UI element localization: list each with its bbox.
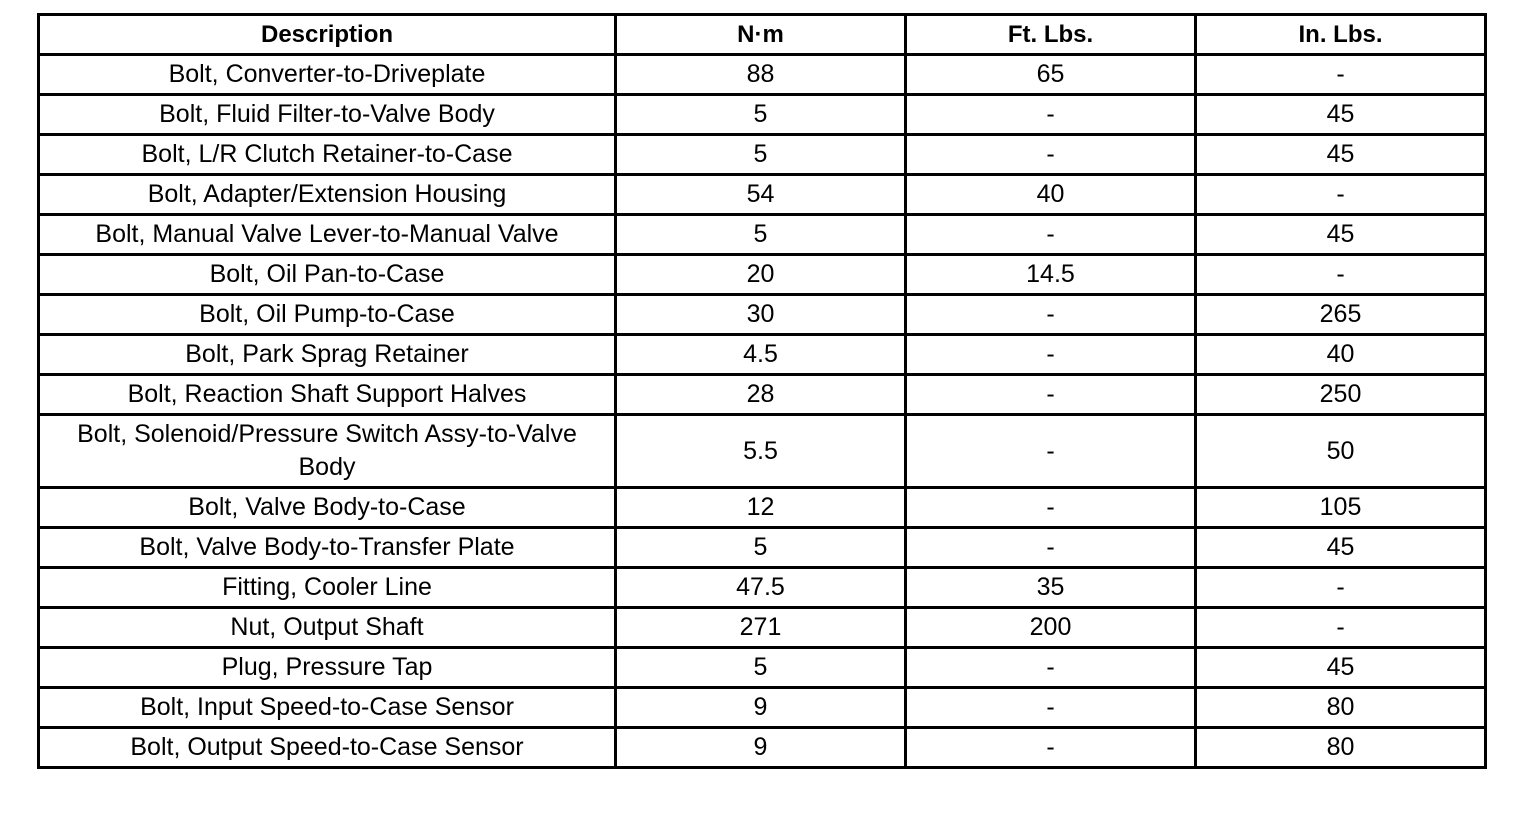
cell-in-lbs: 45 <box>1196 95 1486 135</box>
cell-in-lbs: 265 <box>1196 295 1486 335</box>
cell-ft-lbs: - <box>906 375 1196 415</box>
table-row <box>39 255 1486 295</box>
cell-nm: 5 <box>616 95 906 135</box>
cell-in-lbs: 45 <box>1196 215 1486 255</box>
cell-description: Bolt, Park Sprag Retainer <box>39 335 616 375</box>
cell-ft-lbs: - <box>906 688 1196 728</box>
table-row <box>39 608 1486 648</box>
cell-description: Bolt, Converter-to-Driveplate <box>39 55 616 95</box>
cell-in-lbs: - <box>1196 568 1486 608</box>
table-row <box>39 175 1486 215</box>
table-row <box>39 55 1486 95</box>
table-row <box>39 648 1486 688</box>
cell-ft-lbs: - <box>906 95 1196 135</box>
cell-ft-lbs: - <box>906 528 1196 568</box>
cell-nm: 9 <box>616 728 906 768</box>
cell-ft-lbs: 40 <box>906 175 1196 215</box>
table-row <box>39 728 1486 768</box>
cell-description: Bolt, Solenoid/Pressure Switch Assy-to-Valve Body <box>39 415 616 488</box>
table-header <box>39 15 1486 55</box>
cell-ft-lbs: 65 <box>906 55 1196 95</box>
header-row <box>39 15 1486 55</box>
cell-ft-lbs: - <box>906 728 1196 768</box>
cell-nm: 9 <box>616 688 906 728</box>
cell-description: Bolt, Valve Body-to-Transfer Plate <box>39 528 616 568</box>
cell-nm: 30 <box>616 295 906 335</box>
cell-description: Fitting, Cooler Line <box>39 568 616 608</box>
cell-description: Bolt, Output Speed-to-Case Sensor <box>39 728 616 768</box>
cell-in-lbs: - <box>1196 175 1486 215</box>
cell-description: Bolt, Valve Body-to-Case <box>39 488 616 528</box>
table-row <box>39 335 1486 375</box>
cell-nm: 28 <box>616 375 906 415</box>
table-row <box>39 375 1486 415</box>
cell-ft-lbs: - <box>906 648 1196 688</box>
column-header-ft-lbs: Ft. Lbs. <box>906 15 1196 55</box>
table-row <box>39 568 1486 608</box>
cell-ft-lbs: 200 <box>906 608 1196 648</box>
cell-nm: 5 <box>616 135 906 175</box>
table-row <box>39 295 1486 335</box>
cell-in-lbs: 80 <box>1196 688 1486 728</box>
column-header-in-lbs: In. Lbs. <box>1196 15 1486 55</box>
cell-in-lbs: 105 <box>1196 488 1486 528</box>
cell-description: Bolt, Manual Valve Lever-to-Manual Valve <box>39 215 616 255</box>
cell-nm: 5 <box>616 215 906 255</box>
cell-description: Bolt, Oil Pan-to-Case <box>39 255 616 295</box>
cell-nm: 5 <box>616 648 906 688</box>
cell-nm: 5 <box>616 528 906 568</box>
cell-nm: 20 <box>616 255 906 295</box>
cell-in-lbs: - <box>1196 255 1486 295</box>
cell-description: Bolt, Adapter/Extension Housing <box>39 175 616 215</box>
cell-nm: 54 <box>616 175 906 215</box>
cell-ft-lbs: - <box>906 215 1196 255</box>
cell-in-lbs: 45 <box>1196 528 1486 568</box>
cell-in-lbs: - <box>1196 55 1486 95</box>
cell-nm: 5.5 <box>616 415 906 488</box>
cell-description: Bolt, Input Speed-to-Case Sensor <box>39 688 616 728</box>
cell-ft-lbs: - <box>906 295 1196 335</box>
cell-nm: 12 <box>616 488 906 528</box>
cell-ft-lbs: 35 <box>906 568 1196 608</box>
cell-description: Bolt, Reaction Shaft Support Halves <box>39 375 616 415</box>
column-header-description: Description <box>39 15 616 55</box>
cell-description: Plug, Pressure Tap <box>39 648 616 688</box>
cell-description: Bolt, L/R Clutch Retainer-to-Case <box>39 135 616 175</box>
table-row <box>39 215 1486 255</box>
table-row <box>39 95 1486 135</box>
cell-ft-lbs: 14.5 <box>906 255 1196 295</box>
cell-ft-lbs: - <box>906 415 1196 488</box>
cell-nm: 47.5 <box>616 568 906 608</box>
cell-in-lbs: 50 <box>1196 415 1486 488</box>
cell-description: Nut, Output Shaft <box>39 608 616 648</box>
cell-nm: 4.5 <box>616 335 906 375</box>
cell-in-lbs: 45 <box>1196 135 1486 175</box>
table-body <box>39 55 1486 768</box>
cell-ft-lbs: - <box>906 488 1196 528</box>
cell-in-lbs: 40 <box>1196 335 1486 375</box>
table-row <box>39 135 1486 175</box>
cell-in-lbs: - <box>1196 608 1486 648</box>
cell-ft-lbs: - <box>906 335 1196 375</box>
table-row <box>39 688 1486 728</box>
cell-in-lbs: 80 <box>1196 728 1486 768</box>
cell-in-lbs: 250 <box>1196 375 1486 415</box>
table-row <box>39 488 1486 528</box>
column-header-nm: N·m <box>616 15 906 55</box>
cell-ft-lbs: - <box>906 135 1196 175</box>
cell-in-lbs: 45 <box>1196 648 1486 688</box>
cell-description: Bolt, Oil Pump-to-Case <box>39 295 616 335</box>
table-row <box>39 528 1486 568</box>
cell-nm: 271 <box>616 608 906 648</box>
cell-nm: 88 <box>616 55 906 95</box>
table-row <box>39 415 1486 488</box>
torque-specifications-table <box>37 13 1487 769</box>
cell-description: Bolt, Fluid Filter-to-Valve Body <box>39 95 616 135</box>
